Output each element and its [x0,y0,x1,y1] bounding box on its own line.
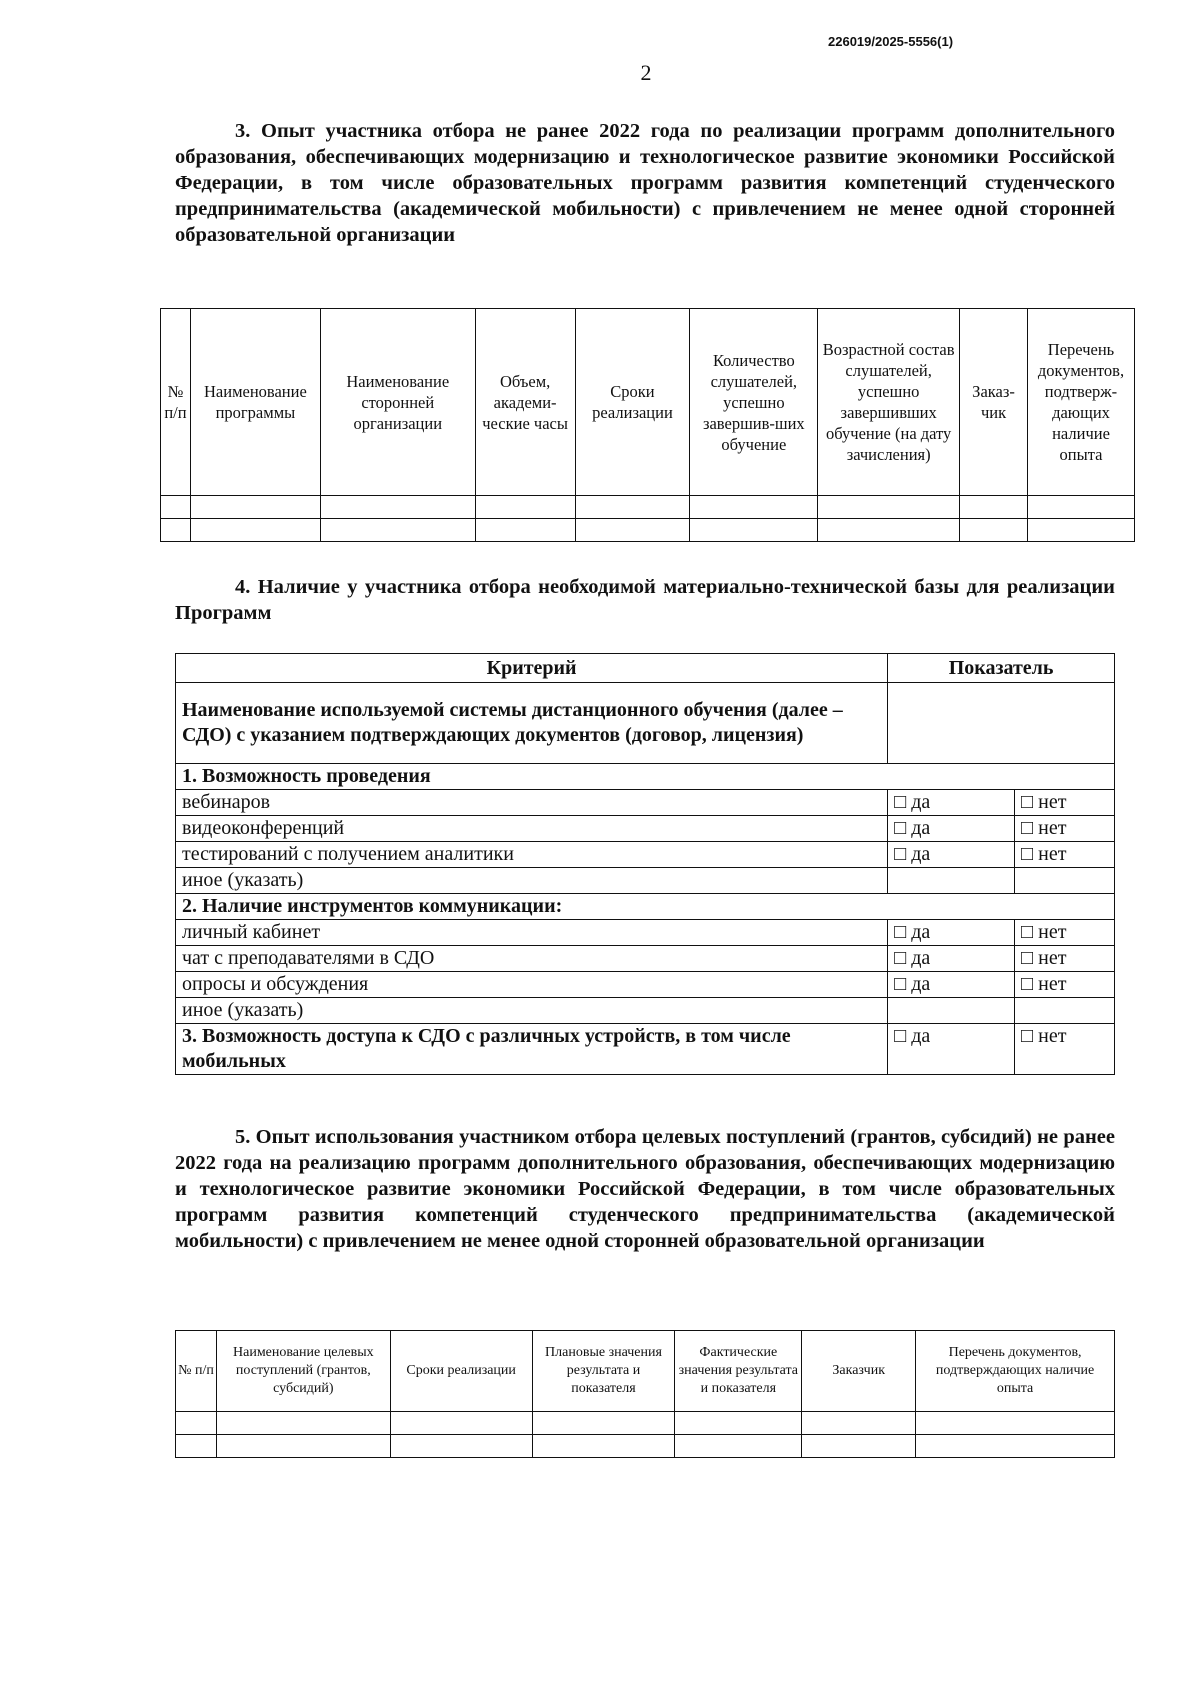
criterion-row [176,972,1115,998]
criterion-label: чат с преподавателями в СДО [176,946,888,972]
page-number: 2 [640,60,652,85]
yes-checkbox[interactable]: □ да [888,842,1015,868]
criterion-label: иное (указать) [176,998,888,1024]
yes-checkbox[interactable]: □ да [888,972,1015,998]
section3-title: 3. Опыт участника отбора не ранее 2022 года по реализации программ дополнительного образования, обеспечивающих модернизацию и технологическое развитие экономики Российской Федерации, в том числе образовательных программ развития компетенций студенческого предпринимательства (академической мобильности) с привлечением не менее одной сторонней образовательной организации [175,120,1115,246]
material-base-table [175,653,1115,1075]
yes-checkbox[interactable]: □ да [888,920,1015,946]
criterion-label: 3. Возможность доступа к СДО с различных устройств, в том числе мобильных [176,1024,888,1075]
criterion-row [176,790,1115,816]
criterion-row [176,764,1115,790]
no-checkbox[interactable]: □ нет [1015,816,1115,842]
criterion-label: тестирований с получением аналитики [176,842,888,868]
document-number: 226019/2025-5556(1) [828,34,954,49]
criterion-label: иное (указать) [176,868,888,894]
no-checkbox[interactable]: □ нет [1015,1024,1115,1075]
criterion-label: видеоконференций [176,816,888,842]
table-row [161,519,1135,542]
criterion-row [176,998,1115,1024]
criterion-label: 2. Наличие инструментов коммуникации: [176,894,1115,920]
column-header: Возрастной состав слушателей, успешно завершивших обучение (на дату зачисления) [818,309,960,496]
column-header: Заказчик [802,1331,916,1412]
column-header: Плановые значения результата и показателя [532,1331,675,1412]
no-checkbox[interactable]: □ нет [1015,842,1115,868]
indicator-header: Показатель [888,654,1115,683]
no-checkbox[interactable]: □ нет [1015,946,1115,972]
yes-checkbox[interactable]: □ да [888,790,1015,816]
column-header: Наименование программы [190,309,320,496]
indicator-cell[interactable] [888,998,1015,1024]
table-row [176,1435,1115,1458]
criterion-row [176,1024,1115,1075]
table-header-row [161,309,1135,496]
criterion-label: личный кабинет [176,920,888,946]
no-checkbox[interactable]: □ нет [1015,790,1115,816]
criterion-label: опросы и обсуждения [176,972,888,998]
program-experience-table [160,308,1135,542]
criterion-label: 1. Возможность проведения [176,764,1115,790]
column-header: Количество слушателей, успешно завершив-ших обучение [690,309,818,496]
column-header: Наименование сторонней организации [320,309,475,496]
column-header: № п/п [161,309,191,496]
column-header: Заказ-чик [960,309,1028,496]
indicator-cell[interactable] [888,683,1115,764]
section4-heading [175,574,1115,626]
criterion-label: Наименование используемой системы дистанционного обучения (далее – СДО) с указанием подтверждающих документов (договор, лицензия) [176,683,888,764]
column-header: Фактические значения результата и показателя [675,1331,802,1412]
section4-title: 4. Наличие у участника отбора необходимой материально-технической базы для реализации Программ [175,576,1115,624]
column-header: Перечень документов, подтверждающих наличие опыта [916,1331,1115,1412]
grants-experience-table [175,1330,1115,1458]
column-header: Наименование целевых поступлений (грантов, субсидий) [216,1331,390,1412]
criterion-row [176,894,1115,920]
table-row [176,1412,1115,1435]
criterion-row [176,868,1115,894]
criterion-row [176,842,1115,868]
column-header: Сроки реализации [390,1331,532,1412]
section5-heading [175,1124,1115,1254]
no-checkbox[interactable]: □ нет [1015,920,1115,946]
yes-checkbox[interactable]: □ да [888,1024,1015,1075]
yes-checkbox[interactable]: □ да [888,816,1015,842]
table-header-row [176,1331,1115,1412]
criterion-label: вебинаров [176,790,888,816]
yes-checkbox[interactable]: □ да [888,946,1015,972]
criterion-row [176,920,1115,946]
table-header-row [176,654,1115,683]
section5-title: 5. Опыт использования участником отбора целевых поступлений (грантов, субсидий) не ранее 2022 года на реализацию программ дополнительного образования, обеспечивающих модернизацию и технологическое развитие экономики Российской Федерации, в том числе образовательных программ развития компетенций студенческого предпринимательства (академической мобильности) с привлечением не менее одной сторонней образовательной организации [175,1126,1115,1252]
column-header: Объем, академи-ческие часы [475,309,575,496]
indicator-cell[interactable] [888,868,1015,894]
criterion-row [176,683,1115,764]
criterion-header: Критерий [176,654,888,683]
indicator-cell[interactable] [1015,868,1115,894]
criterion-row [176,816,1115,842]
section3-heading [175,118,1115,248]
table-row [161,496,1135,519]
column-header: Сроки реализации [575,309,690,496]
indicator-cell[interactable] [1015,998,1115,1024]
column-header: Перечень документов, подтверж-дающих наличие опыта [1027,309,1134,496]
column-header: № п/п [176,1331,217,1412]
criterion-row [176,946,1115,972]
no-checkbox[interactable]: □ нет [1015,972,1115,998]
